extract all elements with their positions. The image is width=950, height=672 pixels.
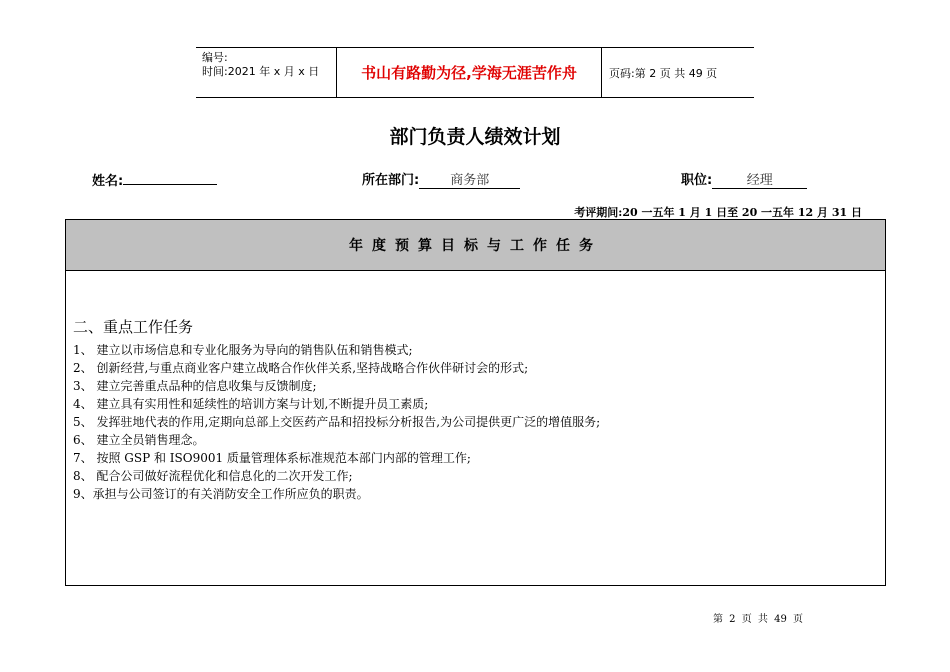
list-item: 3、 建立完善重点品种的信息收集与反馈制度; bbox=[73, 379, 317, 393]
evaluation-period: 考评期间:20 一五年 1 月 1 日至 20 一五年 12 月 31 日 bbox=[574, 206, 862, 219]
task-list bbox=[73, 341, 600, 503]
list-item: 5、 发挥驻地代表的作用,定期向总部上交医药产品和招投标分析报告,为公司提供更广泛的增值服务; bbox=[73, 415, 601, 429]
list-item: 8、 配合公司做好流程优化和信息化的二次开发工作; bbox=[73, 469, 353, 483]
dept-label: 所在部门: bbox=[362, 173, 420, 188]
page-footer: 第 2 页 共 49 页 bbox=[713, 614, 803, 625]
section-title: 二、重点工作任务 bbox=[73, 318, 194, 336]
header-motto: 书山有路勤为径,学海无涯苦作舟 bbox=[337, 48, 602, 97]
list-item: 7、 按照 GSP 和 ISO9001 质量管理体系标准规范本部门内部的管理工作; bbox=[73, 451, 471, 465]
number-label: 编号: bbox=[202, 51, 228, 64]
header-meta bbox=[196, 48, 337, 97]
page-title: 部门负责人绩效计划 bbox=[389, 126, 561, 148]
name-value bbox=[123, 169, 217, 185]
list-item: 9、承担与公司签订的有关消防安全工作所应负的职责。 bbox=[73, 487, 369, 501]
name-field bbox=[92, 169, 217, 189]
document-header bbox=[196, 47, 754, 98]
dept-value: 商务部 bbox=[419, 173, 520, 189]
list-item: 6、 建立全员销售理念。 bbox=[73, 433, 205, 447]
position-field bbox=[681, 169, 807, 189]
header-page-label: 页码:第 2 页 共 49 页 bbox=[609, 66, 718, 80]
name-label: 姓名: bbox=[92, 174, 124, 189]
task-table bbox=[65, 219, 886, 586]
dept-field bbox=[362, 169, 520, 189]
list-item: 1、 建立以市场信息和专业化服务为导向的销售队伍和销售模式; bbox=[73, 343, 413, 357]
list-item: 2、 创新经营,与重点商业客户建立战略合作伙伴关系,坚持战略合作伙伴研讨会的形式; bbox=[73, 361, 529, 375]
position-label: 职位: bbox=[681, 173, 713, 188]
position-value: 经理 bbox=[712, 173, 807, 189]
table-header: 年度预算目标与工作任务 bbox=[66, 220, 885, 271]
list-item: 4、 建立具有实用性和延续性的培训方案与计划,不断提升员工素质; bbox=[73, 397, 429, 411]
time-label: 时间:2021 年 x 月 x 日 bbox=[202, 65, 320, 78]
